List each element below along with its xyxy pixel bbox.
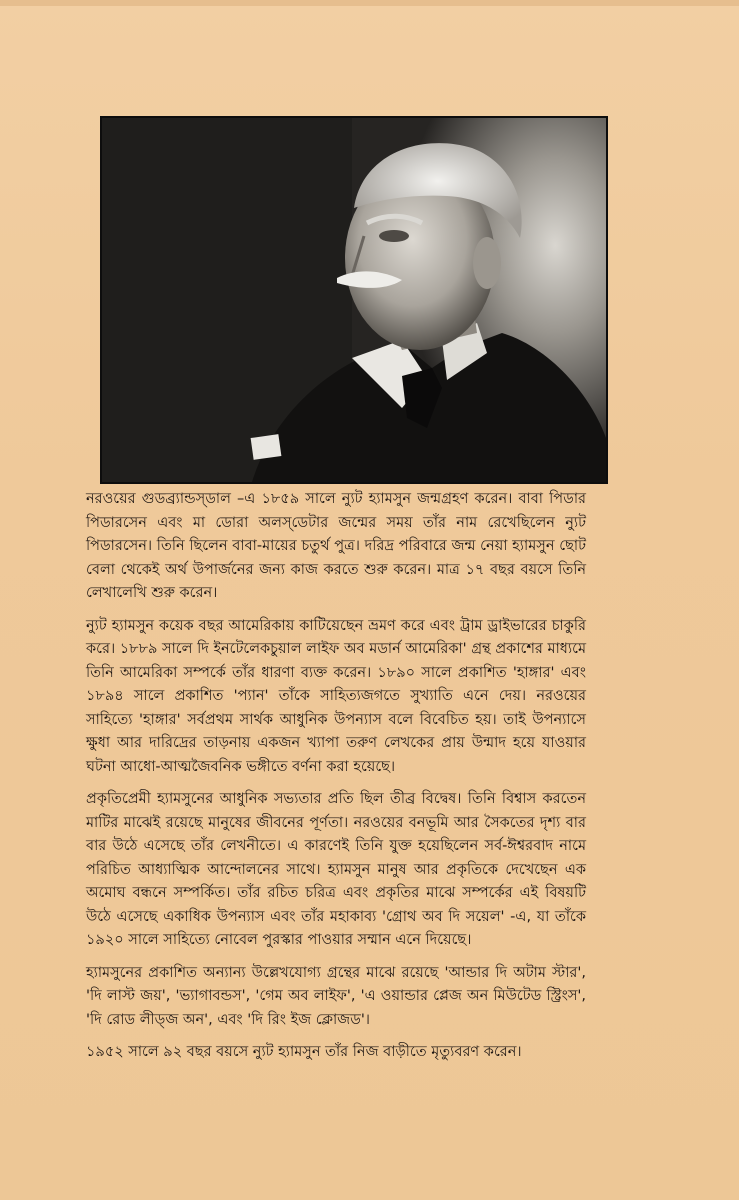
top-edge <box>0 0 739 6</box>
bio-paragraph-birth: নরওয়ের গুডব্র্যান্ডস্‌ডাল –এ ১৮৫৯ সালে ন্যুট হ্যামসুন জন্মগ্রহণ করেন। বাবা পিডার পিডারসেন এবং মা ডোরা অলস্‌ডেটার জন্মের সময় তাঁর নাম রেখেছিলেন ন্যুট পিডারসেন। তিনি ছিলেন বাবা-মায়ের চতুর্থ পুত্র। দরিদ্র পরিবারে জন্ম নেয়া হ্যামসুন ছোট বেলা থেকেই অর্থ উপার্জনের জন্য কাজ করতে শুরু করেন। মাত্র ১৭ বছর বয়সে তিনি লেখালেখি শুরু করেন। <box>86 491 586 601</box>
author-biography <box>86 488 586 1065</box>
bio-paragraph-philosophy: প্রকৃতিপ্রেমী হ্যামসুনের আধুনিক সভ্যতার প্রতি ছিল তীব্র বিদ্বেষ। তিনি বিশ্বাস করতেন মাটির মাঝেই রয়েছে মানুষের জীবনের পূর্ণতা। নরওয়ের বনভূমি আর সৈকতের দৃশ্য বার বার উঠে এসেছে তাঁর লেখনীতে। এ কারণেই তিনি যুক্ত হয়েছিলেন সর্ব-ঈশ্বরবাদ নামে পরিচিত আধ্যাত্মিক আন্দোলনের সাথে। হ্যামসুন মানুষ আর প্রকৃতিকে দেখেছেন এক অমোঘ বন্ধনে সম্পর্কিত। তাঁর রচিত চরিত্র এবং প্রকৃতির মাঝে সম্পর্কের এই বিষয়টি উঠে এসেছে একাধিক উপন্যাস এবং তাঁর মহাকাব্য 'গ্রোথ অব দি সয়েল' -এ, যা তাঁকে ১৯২০ সালে সাহিত্যে নোবেল পুরস্কার পাওয়ার সম্মান এনে দিয়েছে। <box>86 791 586 948</box>
bio-paragraph-career: ন্যুট হ্যামসুন কয়েক বছর আমেরিকায় কাটিয়েছেন ভ্রমণ করে এবং ট্রাম ড্রাইভারের চাকুরি করে। ১৮৮৯ সালে দি ইনটেলেকচুয়াল লাইফ অব মডার্ন আমেরিকা' গ্রন্থ প্রকাশের মাধ্যমে তিনি আমেরিকা সম্পর্কে তাঁর ধারণা ব্যক্ত করেন। ১৮৯০ সালে প্রকাশিত 'হাঙ্গার' এবং ১৮৯৪ সালে প্রকাশিত 'প্যান' তাঁকে সাহিত্যজগতে সুখ্যাতি এনে দেয়। নরওয়ের সাহিত্যে 'হাঙ্গার' সর্বপ্রথম সার্থক আধুনিক উপন্যাস বলে বিবেচিত হয়। তাই উপন্যাসে ক্ষুধা আর দারিদ্রের তাড়নায় একজন খ্যাপা তরুণ লেখকের প্রায় উন্মাদ হয়ে যাওয়ার ঘটনা আধো-আত্মজৈবনিক ভঙ্গীতে বর্ণনা করা হয়েছে। <box>86 617 586 775</box>
bio-paragraph-works: হ্যামসুনের প্রকাশিত অন্যান্য উল্লেখযোগ্য গ্রন্থের মাঝে রয়েছে 'আন্ডার দি অটাম স্টার', 'দি লাস্ট জয়', 'ভ্যাগাবন্ডস', 'গেম অব লাইফ', 'এ ওয়ান্ডার প্লেজ অন মিউটেড স্ট্রিংস', 'দি রোড লীড্‌জ অন', এবং 'দি রিং ইজ ক্লোজড'। <box>86 964 586 1028</box>
author-portrait-photo <box>100 116 608 484</box>
bio-paragraph-death: ১৯৫২ সালে ৯২ বছর বয়সে ন্যুট হ্যামসুন তাঁর নিজ বাড়ীতে মৃত্যুবরণ করেন। <box>86 1044 522 1060</box>
